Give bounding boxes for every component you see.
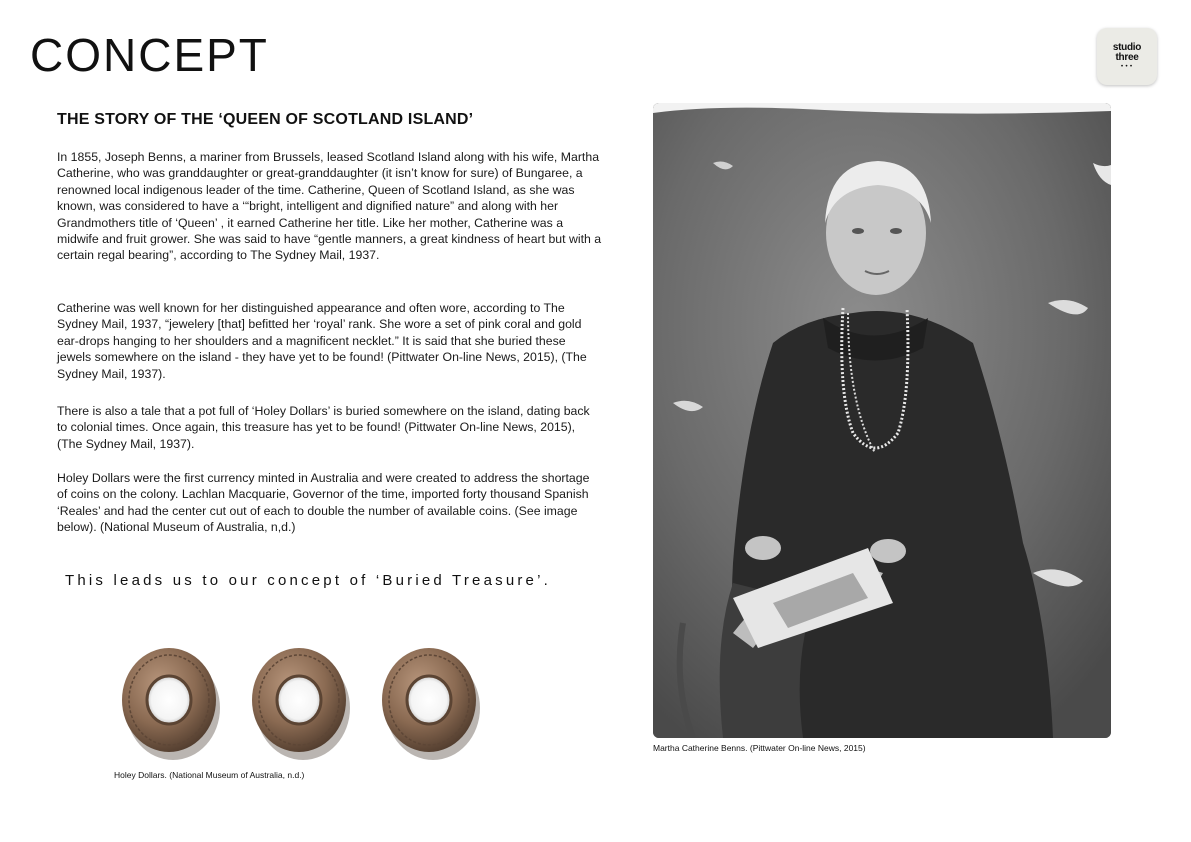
- portrait-photo: [653, 103, 1111, 738]
- page-title: CONCEPT: [30, 29, 269, 81]
- story-paragraph-3: There is also a tale that a pot full of ‘Holey Dollars’ is buried somewhere on the island, dating back to colonial times. Once again, this treasure has yet to be found! (Pittwater On-line News, 2015), (The Sydney Mail, 1937).: [57, 404, 590, 451]
- logo-line-2: three: [1115, 52, 1139, 63]
- story-paragraph-2: Catherine was well known for her distinguished appearance and often wore, according to The Sydney Mail, 1937, “jewelery [that] befitted her ‘royal’ rank. She wore a set of pink coral and gold ear-drops hanging to her shoulders and a magnificent necklet.” It is said that she buried these jewels somewhere on the island - they have yet to be found! (Pittwater On-line News, 2015), (The Sydney Mail, 1937).: [57, 301, 587, 381]
- concept-statement: This leads us to our concept of ‘Buried Treasure’.: [65, 572, 552, 589]
- story-heading: THE STORY OF THE ‘QUEEN OF SCOTLAND ISLAND’: [57, 111, 474, 128]
- portrait-caption: Martha Catherine Benns. (Pittwater On-line News, 2015): [653, 743, 866, 753]
- portrait-illustration: [653, 103, 1111, 738]
- story-paragraph-1: In 1855, Joseph Benns, a mariner from Brussels, leased Scotland Island along with his wife, Martha Catherine, who was granddaughter or great-granddaughter (it isn’t know for sure) of Bungaree, a renowned local indigenous leader of the time. Catherine, Queen of Scotland Island, as she was known, was considered to have a ‘“bright, intelligent and dignified nature” and along with her Grandmothers title of ‘Queen’ , it earned Catherine her title. Like her mother, Catherine was a midwife and fruit grower. She was said to have “gentle manners, a great kindness of heart but with a certain regal bearing”, according to The Sydney Mail, 1937.: [57, 150, 602, 263]
- holey-dollar-coin-1: [122, 648, 220, 760]
- holey-dollar-coin-3: [382, 648, 480, 760]
- story-paragraph-4: Holey Dollars were the first currency minted in Australia and were created to address the shortage of coins on the colony. Lachlan Macquarie, Governor of the time, imported forty thousand Spanish ‘Reales’ and had the center cut out of each to double the number of available coins. (See image below). (National Museum of Australia, n,d.): [57, 471, 590, 535]
- coins-caption: Holey Dollars. (National Museum of Australia, n.d.): [114, 770, 305, 780]
- holey-dollars-image: [118, 642, 518, 762]
- studio-logo: [1097, 28, 1157, 85]
- logo-line-1: studio: [1112, 42, 1142, 53]
- holey-dollar-coin-2: [252, 648, 350, 760]
- logo-dots: •••: [1120, 63, 1134, 70]
